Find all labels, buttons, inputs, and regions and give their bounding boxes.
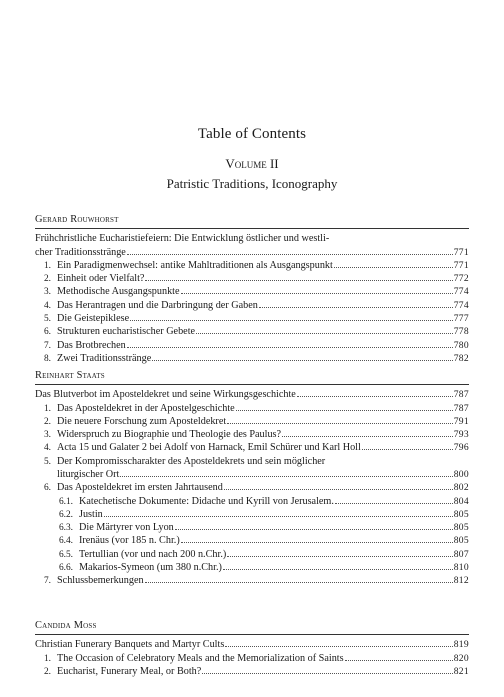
chapter-title-text: Christian Funerary Banquets and Martyr Cults [35,639,225,651]
page-title: Table of Contents [197,126,307,142]
page-number: 777 [453,312,469,324]
page-number: 802 [453,482,469,494]
toc-entry[interactable] [35,272,469,285]
toc-subentry[interactable] [35,508,469,521]
page-number: 774 [453,286,469,298]
toc-entry[interactable] [35,415,469,428]
entry-text: Das Aposteldekret in der Apostelgeschichte [57,402,235,414]
entry-text: Katechetische Dokumente: Didache und Kyrill von Jerusalem. [79,495,334,507]
entry-text: Schlussbemerkungen [57,575,144,587]
page-number: 791 [453,415,469,427]
toc-entry[interactable] [35,299,469,312]
chapter-title-text: cher Traditionsstränge [35,246,126,258]
page-number: 820 [453,652,469,664]
chapter-title-entry[interactable] [35,638,469,651]
page-number: 821 [453,665,469,677]
page-number: 778 [453,326,469,338]
entry-text: Das Aposteldekret im ersten Jahrtausend [57,482,223,494]
entry-number: 6.5. [58,549,73,560]
page-number: 812 [453,575,469,587]
chapter-title-text: Das Blutverbot im Aposteldekret und seine Wirkungsgeschichte [35,389,296,401]
chapter-title-entry[interactable] [35,246,469,259]
dot-leader [181,285,453,294]
page-number: 800 [453,468,469,480]
toc-entry[interactable] [35,352,469,365]
toc-entry[interactable] [35,339,469,352]
entry-text: Das Herantragen und die Darbringung der Gaben [57,299,258,311]
entry-number: 6.6. [58,563,73,574]
entry-number: 6.1. [58,496,73,507]
dot-leader [181,534,453,543]
page-number: 805 [453,508,469,520]
toc-subentry[interactable] [35,495,469,508]
dot-leader [202,665,452,674]
page-number: 772 [453,273,469,285]
dot-leader [196,325,453,334]
chapter-title-line: Frühchristliche Eucharistiefeiern: Die Entwicklung östlicher und westli- [35,233,330,245]
dot-leader [104,508,453,517]
dot-leader [145,574,453,583]
entry-number: 8. [43,353,51,364]
page-number: 771 [453,246,469,258]
page-number: 774 [453,299,469,311]
entry-number: 6.2. [58,509,73,520]
entry-text: Zwei Traditionsstränge [57,352,152,364]
toc-entry[interactable] [35,665,469,678]
dot-leader [236,402,453,411]
entry-number: 2. [43,666,51,677]
toc-entry-line1[interactable] [35,455,469,468]
entry-number: 6.3. [58,523,73,534]
toc-entry[interactable] [35,574,469,587]
entry-number: 6.4. [58,536,73,547]
entry-text: Makarios-Symeon (um 380 n.Chr.) [79,562,222,574]
toc-subentry[interactable] [35,548,469,561]
entry-text: Tertullian (vor und nach 200 n.Chr.) [79,548,227,560]
dot-leader [227,548,452,557]
entry-text: Methodische Ausgangspunkte [57,286,180,298]
entry-number: 5. [43,456,51,467]
entry-text: Ein Paradigmenwechsel: antike Mahltraditionen als Ausgangspunkt [57,259,333,271]
entry-text: Justin [79,508,103,520]
author-name: Gerard Rouwhorst [35,214,119,225]
entry-number: 5. [43,313,51,324]
section-divider [35,634,469,635]
dot-leader [225,638,452,647]
entry-number: 2. [43,416,51,427]
dot-leader [335,495,453,504]
entry-text: Die neuere Forschung zum Aposteldekret [57,415,227,427]
entry-text: Das Brotbrechen [57,339,126,351]
entry-text: Der Kompromisscharakter des Aposteldekrets und sein möglicher [57,455,326,467]
dot-leader [130,312,453,321]
dot-leader [224,481,453,490]
entry-text: Die Geistepiklese [57,312,130,324]
page-number: 819 [453,639,469,651]
entry-number: 6. [43,483,51,494]
volume-title: Volume II [225,156,279,171]
page-number: 807 [453,548,469,560]
entry-text: Widerspruch zu Biographie und Theologie des Paulus? [57,429,282,441]
page-number: 805 [453,535,469,547]
dot-leader [175,521,453,530]
page-number: 805 [453,522,469,534]
entry-number: 3. [43,430,51,441]
entry-number: 6. [43,327,51,338]
toc-section-rouwhorst [35,213,469,365]
page-number: 810 [453,562,469,574]
dot-leader [152,352,452,361]
toc-entry[interactable] [35,428,469,441]
page-number: 782 [453,352,469,364]
dot-leader [127,246,453,255]
entry-text-continued: liturgischer Ort [57,468,120,480]
dot-leader [227,415,453,424]
page-number: 780 [453,339,469,351]
entry-number: 2. [43,274,51,285]
entry-number: 1. [43,260,51,271]
page-number: 771 [453,259,469,271]
dot-leader [297,388,453,397]
entry-text: Acta 15 und Galater 2 bei Adolf von Harnack, Emil Schürer und Karl Holl [57,442,361,454]
toc-section-staats [35,369,469,588]
toc-entry[interactable] [35,285,469,298]
page-number: 787 [453,402,469,414]
entry-text: Einheit oder Vielfalt? [57,273,145,285]
dot-leader [223,561,453,570]
toc-entry[interactable] [35,312,469,325]
toc-entry[interactable] [35,481,469,494]
toc-entry[interactable] [35,259,469,272]
dot-leader [145,272,452,281]
section-divider [35,384,469,385]
toc-section-moss [35,619,469,678]
toc-entry[interactable] [35,652,469,665]
dot-leader [362,441,453,450]
entry-text: The Occasion of Celebratory Meals and the Memorialization of Saints [57,652,344,664]
toc-entry[interactable] [35,441,469,454]
entry-number: 1. [43,403,51,414]
toc-subentry[interactable] [35,521,469,534]
entry-number: 3. [43,287,51,298]
entry-text: Irenäus (vor 185 n. Chr.) [79,535,180,547]
dot-leader [127,339,453,348]
entry-text: Strukturen eucharistischer Gebete [57,326,196,338]
author-name: Reinhart Staats [35,370,105,381]
entry-number: 7. [43,576,51,587]
page-number: 793 [453,429,469,441]
toc-entry[interactable] [35,402,469,415]
page-number: 804 [453,495,469,507]
dot-leader [334,259,453,268]
toc-subentry[interactable] [35,534,469,547]
toc-entry[interactable] [35,325,469,338]
entry-number: 4. [43,300,51,311]
dot-leader [345,652,453,661]
entry-number: 1. [43,653,51,664]
entry-text: Die Märtyrer von Lyon [79,522,174,534]
page-number: 787 [453,389,469,401]
toc-entry-line2[interactable] [35,468,469,481]
section-divider [35,228,469,229]
volume-subtitle: Patristic Traditions, Iconography [166,176,338,191]
dot-leader [259,299,453,308]
entry-text: Eucharist, Funerary Meal, or Both? [57,665,202,677]
entry-number: 4. [43,443,51,454]
toc-subentry[interactable] [35,561,469,574]
author-name: Candida Moss [35,620,97,631]
page-number: 796 [453,442,469,454]
chapter-title-entry[interactable] [35,388,469,401]
entry-number: 7. [43,340,51,351]
dot-leader [282,428,453,437]
dot-leader [120,468,452,477]
